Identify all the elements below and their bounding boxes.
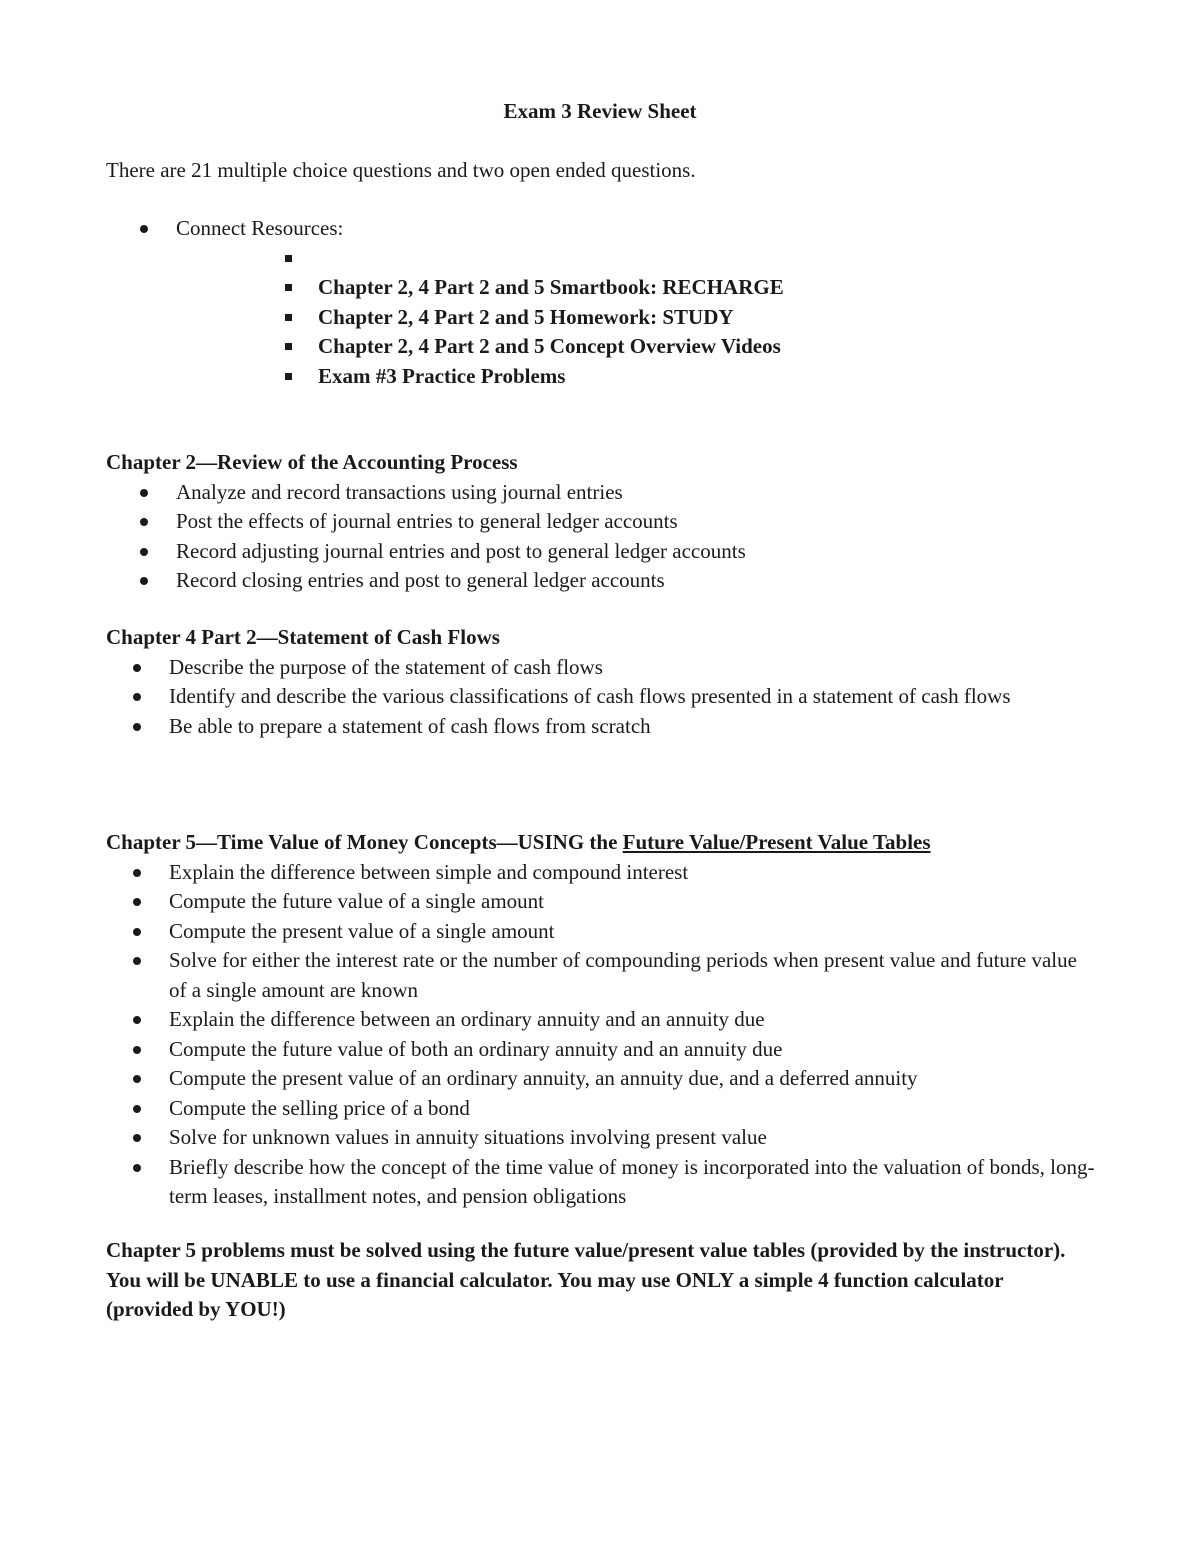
bullet-icon <box>133 1105 141 1113</box>
resource-item-text: Chapter 2, 4 Part 2 and 5 Smartbook: RECHARGE <box>318 275 784 299</box>
list-item-text: Post the effects of journal entries to general ledger accounts <box>176 509 678 533</box>
resource-item <box>106 303 1106 333</box>
resources-label-item <box>106 214 1106 244</box>
bullet-icon <box>140 489 148 497</box>
list-item <box>106 1064 1096 1094</box>
list-item-text: Compute the future value of both an ordinary annuity and an annuity due <box>169 1036 783 1061</box>
square-bullet-icon <box>285 373 292 380</box>
list-item <box>106 682 1096 712</box>
resource-item-text: Chapter 2, 4 Part 2 and 5 Concept Overview Videos <box>318 334 781 358</box>
list-item-text: Explain the difference between an ordinary annuity and an annuity due <box>169 1007 765 1031</box>
list-item-text: Describe the purpose of the statement of cash flows <box>169 654 603 679</box>
list-item <box>106 507 1096 537</box>
list-item <box>106 1035 1096 1065</box>
resource-item <box>106 273 1106 303</box>
resource-item-text: Exam #3 Practice Problems <box>318 363 566 388</box>
resources-label: Connect Resources: <box>176 216 344 240</box>
chapter5-section <box>106 828 1096 1212</box>
chapter2-list <box>106 478 1096 596</box>
chapter2-section <box>106 448 1096 596</box>
bullet-icon <box>133 1164 141 1172</box>
resource-item <box>106 332 1106 362</box>
bullet-icon <box>133 1016 141 1024</box>
resources-list <box>106 244 1106 392</box>
list-item <box>106 1123 1096 1153</box>
intro-text: There are 21 multiple choice questions and two open ended questions. <box>106 158 696 182</box>
chapter5-heading-underlined: Future Value/Present Value Tables <box>622 830 931 854</box>
list-item-text: Compute the present value of an ordinary annuity, an annuity due, and a deferred annuity <box>169 1066 918 1090</box>
square-bullet-icon <box>285 284 292 291</box>
bullet-icon <box>133 664 141 672</box>
bullet-icon <box>133 1075 141 1083</box>
list-item <box>106 917 1096 947</box>
list-item <box>106 653 1096 683</box>
resources-section <box>106 214 1106 391</box>
square-bullet-icon <box>285 343 292 350</box>
resource-item-text: Chapter 2, 4 Part 2 and 5 Homework: STUDY <box>318 304 734 329</box>
list-item <box>106 712 1096 742</box>
list-item <box>106 858 1096 888</box>
list-item <box>106 478 1096 508</box>
square-bullet-icon <box>285 255 292 262</box>
chapter5-list <box>106 858 1096 1212</box>
list-item-text: Compute the present value of a single amount <box>169 918 555 943</box>
bullet-icon <box>140 548 148 556</box>
list-item-text: Identify and describe the various classifications of cash flows presented in a statement of cash flows <box>169 684 1011 708</box>
bullet-icon <box>133 723 141 731</box>
chapter2-heading: Chapter 2—Review of the Accounting Process <box>106 450 518 474</box>
bullet-icon <box>133 1134 141 1142</box>
bullet-icon <box>133 928 141 936</box>
bullet-icon <box>140 577 148 585</box>
chapter5-heading <box>106 828 1096 858</box>
list-item-text: Solve for unknown values in annuity situations involving present value <box>169 1125 767 1149</box>
list-item-text: Explain the difference between simple and compound interest <box>169 859 689 884</box>
square-bullet-icon <box>285 314 292 321</box>
resource-item <box>106 244 1106 274</box>
list-item-text: Solve for either the interest rate or the number of compounding periods when present value and future value of a single amount are known <box>169 948 1077 1002</box>
chapter4-heading: Chapter 4 Part 2—Statement of Cash Flows <box>106 625 500 649</box>
list-item-text: Briefly describe how the concept of the time value of money is incorporated into the valuation of bonds, long-term leases, installment notes, and pension obligations <box>169 1154 1095 1208</box>
list-item <box>106 887 1096 917</box>
page-title: Exam 3 Review Sheet <box>503 99 697 123</box>
chapter5-heading-prefix: Chapter 5—Time Value of Money Concepts—USING the <box>106 830 623 854</box>
bullet-icon <box>133 898 141 906</box>
bullet-icon <box>133 1046 141 1054</box>
chapter4-section <box>106 623 1096 741</box>
list-item <box>106 1094 1096 1124</box>
list-item-text: Record closing entries and post to general ledger accounts <box>176 568 665 592</box>
list-item <box>106 1005 1096 1035</box>
list-item <box>106 1153 1096 1212</box>
list-item <box>106 537 1096 567</box>
bullet-icon <box>133 957 141 965</box>
list-item-text: Record adjusting journal entries and post to general ledger accounts <box>176 538 746 563</box>
calculator-note: Chapter 5 problems must be solved using the future value/present value tables (provided by the instructor). You will be UNABLE to use a financial calculator. You may use ONLY a simple 4 function calculator (provided by YOU!) <box>106 1238 1066 1321</box>
resource-item <box>106 362 1106 392</box>
chapter4-list <box>106 653 1096 742</box>
list-item-text: Analyze and record transactions using journal entries <box>176 479 623 504</box>
list-item <box>106 566 1096 596</box>
bullet-icon <box>140 518 148 526</box>
list-item-text: Compute the selling price of a bond <box>169 1095 470 1120</box>
list-item-text: Be able to prepare a statement of cash flows from scratch <box>169 713 651 738</box>
bullet-icon <box>140 225 148 233</box>
list-item <box>106 946 1096 1005</box>
list-item-text: Compute the future value of a single amount <box>169 889 544 913</box>
bullet-icon <box>133 693 141 701</box>
bullet-icon <box>133 869 141 877</box>
